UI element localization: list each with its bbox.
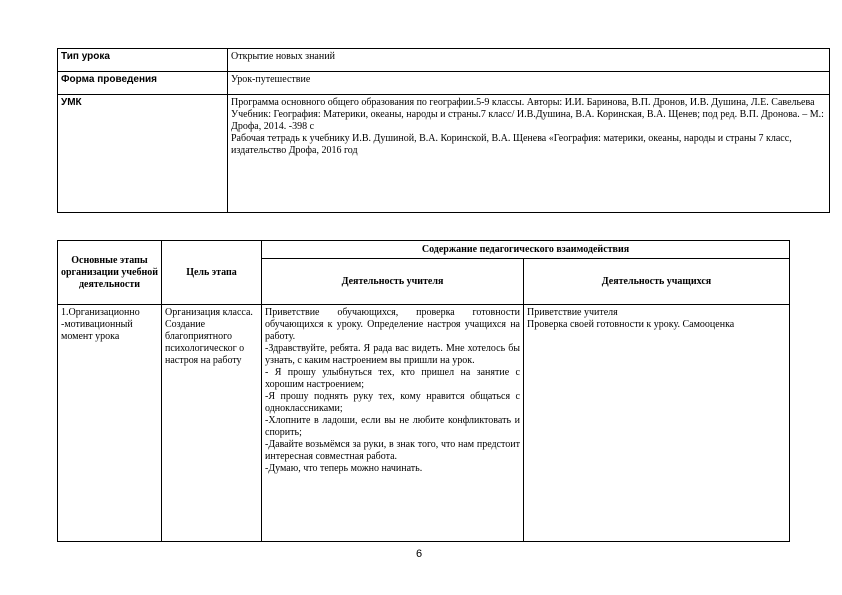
info-value [228,49,830,72]
info-value-line: Открытие новых знаний [231,51,335,62]
students-line: Приветствие учителя [527,307,618,318]
info-key: УМК [58,95,228,213]
goal-cell: Организация класса. Создание благоприятного психологическог о настроя на работу [162,305,262,542]
teacher-line: -Здравствуйте, ребята. Я рада вас видеть. Мне хотелось бы узнать, с каким настроением вы пришли на урок. [265,343,520,366]
students-line: Проверка своей готовности к уроку. Самооценка [527,319,735,330]
header-teacher: Деятельность учителя [262,259,524,305]
teacher-line: -Думаю, что теперь можно начинать. [265,463,423,474]
table-row [58,305,790,542]
header-students: Деятельность учащихся [524,259,790,305]
info-value-line: Программа основного общего образования по географии.5-9 классы. Авторы: И.И. Баринова, В.П. Дронов, И.В. Душина, Л.Е. Савельева [231,97,815,108]
stages-header-row [58,241,790,259]
info-value [228,72,830,95]
teacher-line: - Я прошу улыбнуться тех, кто пришел на занятие с хорошим настроением; [265,367,520,390]
info-value-line: Учебник: География: Материки, океаны, народы и страны.7 класс/ И.В.Душина, В.А. Коринская, В.А. Щенев; под ред. В.П. Дронова. – М.: Дрофа, 2014. -398 с [231,109,824,132]
info-value [228,95,830,213]
students-activity-cell [524,305,790,542]
teacher-line: -Давайте возьмёмся за руки, в знак того, что нам предстоит интересная совместная работа. [265,439,520,462]
info-row-umk [58,95,830,213]
info-value-line: Рабочая тетрадь к учебнику И.В. Душиной, В.А. Коринской, В.А. Щенева «География: материки, океаны, народы и страны 7 класс, издательство Дрофа, 2016 год [231,133,792,156]
lesson-stages-table [57,240,790,542]
info-key: Форма проведения [58,72,228,95]
info-row-lesson-form [58,72,830,95]
header-stages: Основные этапы организации учебной деятельности [58,241,162,305]
lesson-info-table [57,48,830,213]
header-goal: Цель этапа [162,241,262,305]
info-row-lesson-type [58,49,830,72]
teacher-line: -Я прошу поднять руку тех, кому нравится общаться с одноклассниками; [265,391,520,414]
teacher-activity-cell [262,305,524,542]
info-key: Тип урока [58,49,228,72]
teacher-line: Приветствие обучающихся, проверка готовности обучающихся к уроку. Определение настроя учащихся на работу. [265,307,520,342]
page-number: 6 [416,548,423,560]
info-value-line: Урок-путешествие [231,74,311,85]
teacher-line: -Хлопните в ладоши, если вы не любите конфликтовать и спорить; [265,415,520,438]
stage-cell: 1.Организационно -мотивационный момент урока [58,305,162,542]
header-content: Содержание педагогического взаимодействия [262,241,790,259]
